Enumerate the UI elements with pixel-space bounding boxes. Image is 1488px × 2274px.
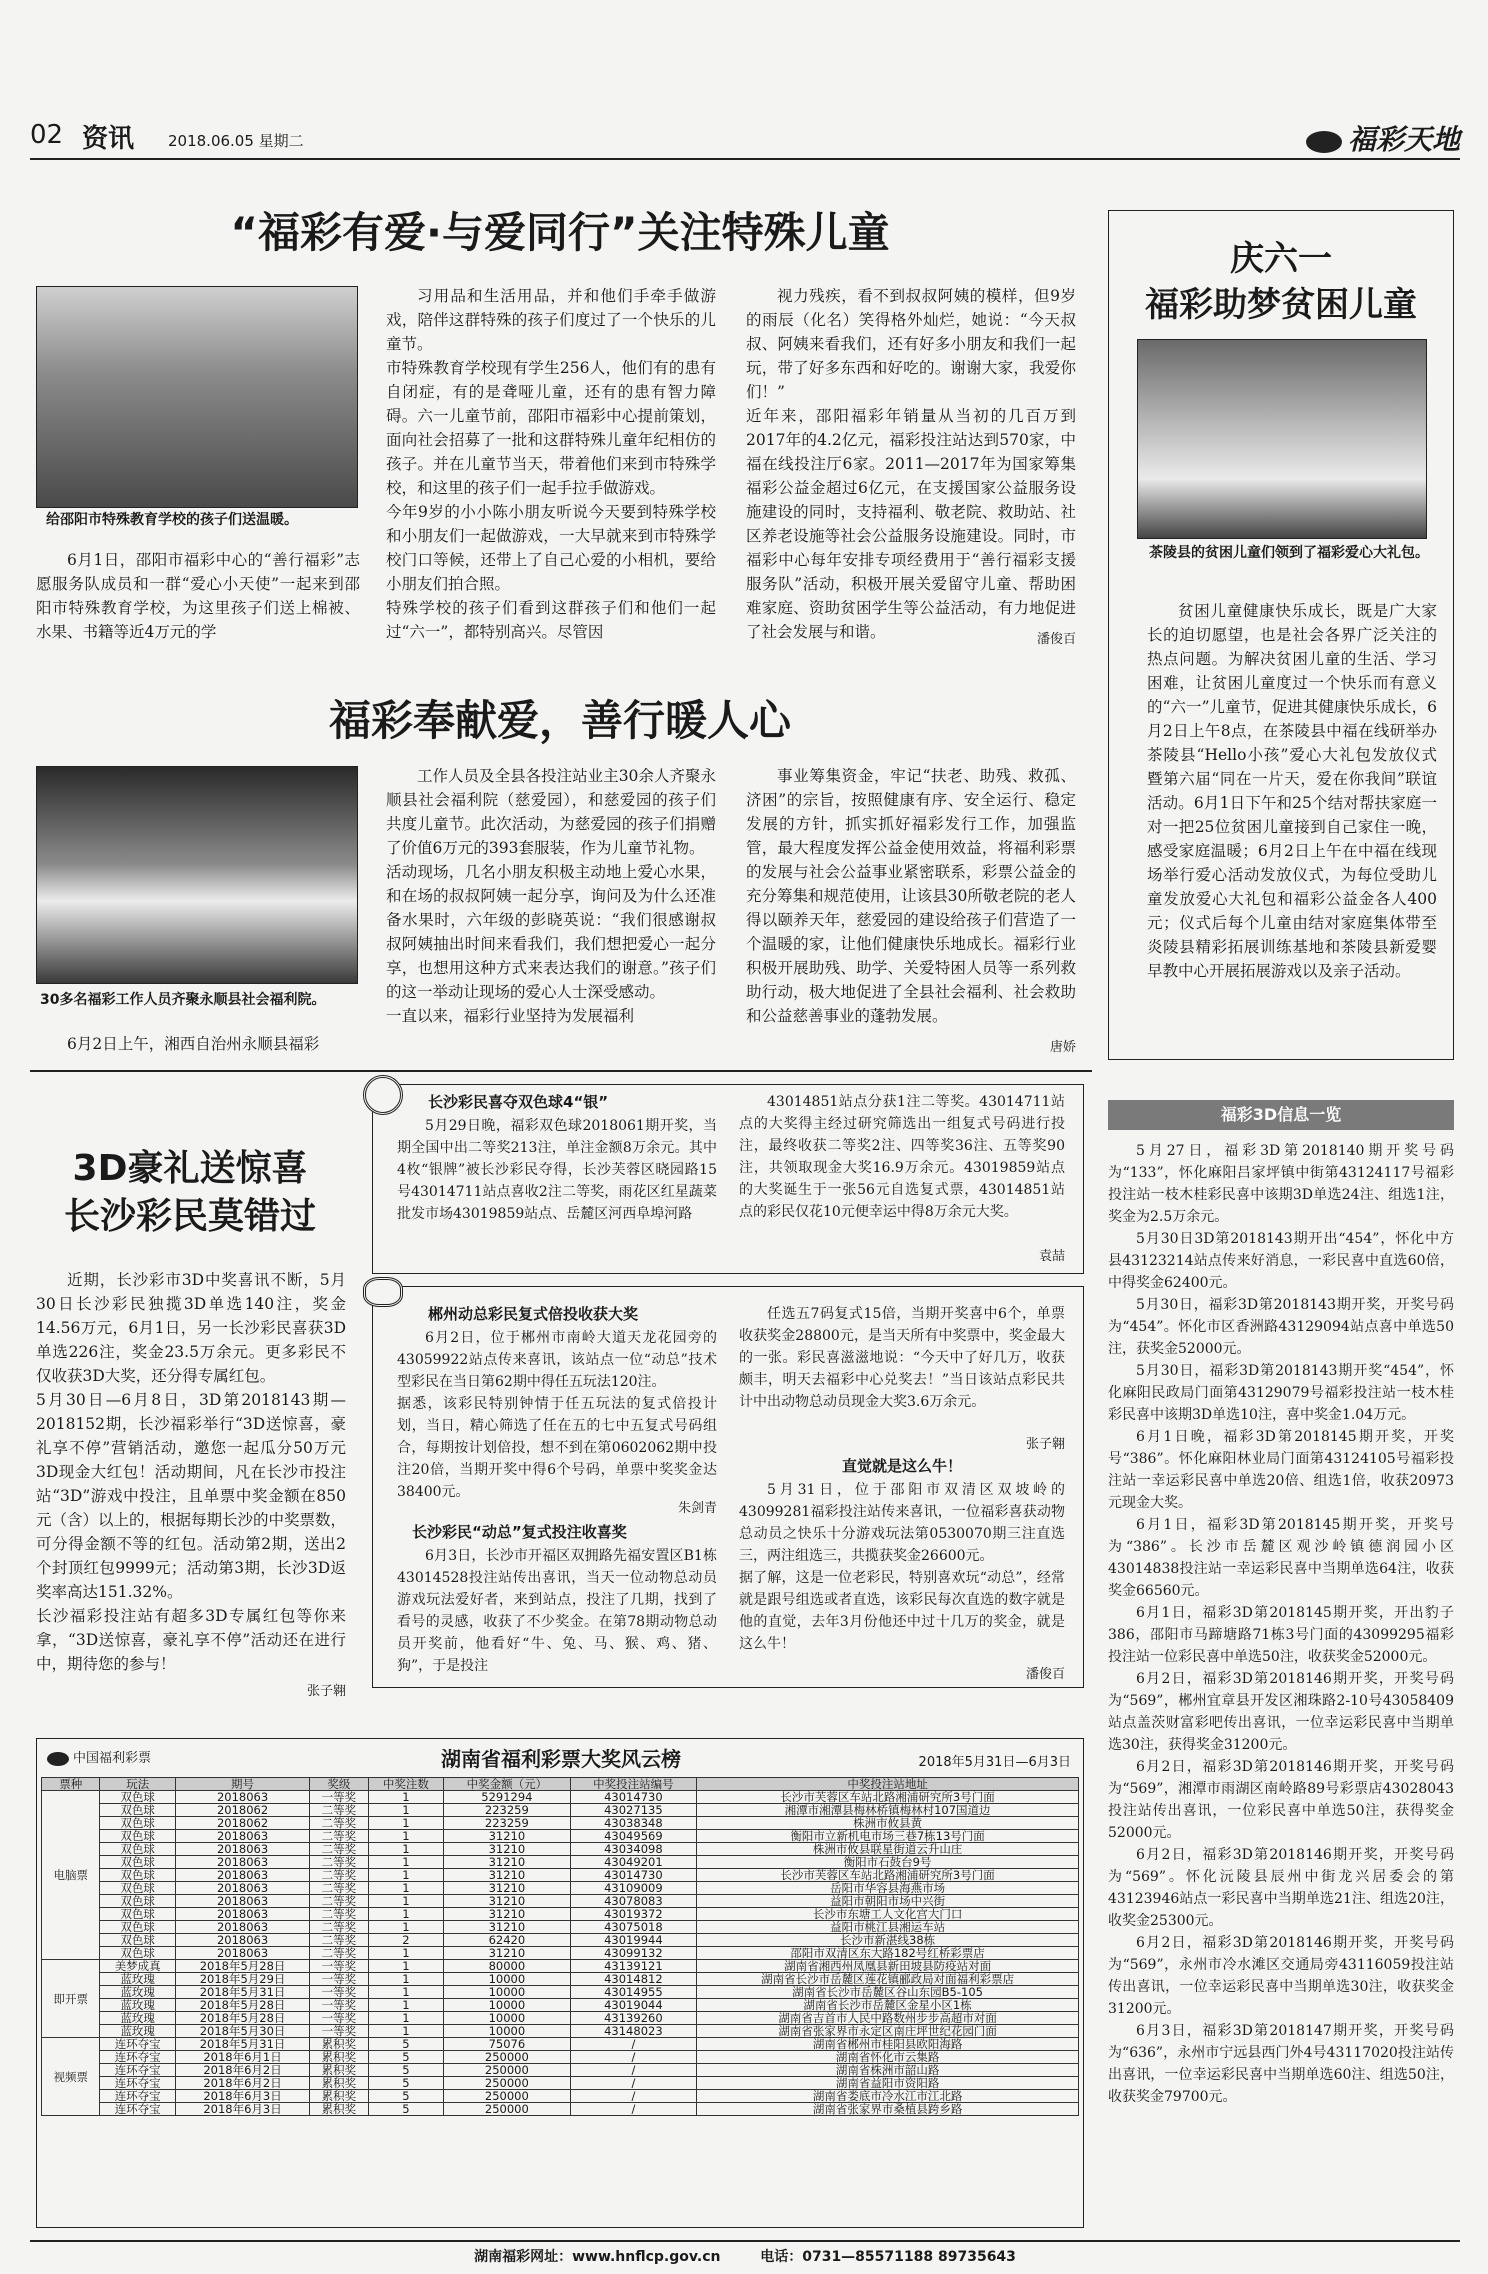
ranking-cell: 双色球 xyxy=(100,1856,175,1869)
ranking-header-cell: 中奖金额（元） xyxy=(444,1778,571,1791)
ranking-cell: 43034098 xyxy=(570,1843,697,1856)
article1-photo-caption: 给邵阳市特殊教育学校的孩子们送温暖。 xyxy=(46,512,298,528)
ranking-header-cell: 奖级 xyxy=(310,1778,368,1791)
ranking-cell: 双色球 xyxy=(100,1908,175,1921)
info-list-item: 6月1日，福彩3D第2018145期开奖，开出豹子386，邵阳市马蹄塘路71栋3号门面的43099295福彩投注站一位彩民喜中单选50注，收获奖金52000元。 xyxy=(1108,1605,1454,1665)
ranking-cell: 31210 xyxy=(444,1908,571,1921)
ranking-cell: 2018063 xyxy=(175,1921,309,1934)
ranking-cell: 双色球 xyxy=(100,1882,175,1895)
ranking-cell: 二等奖 xyxy=(310,1804,368,1817)
ranking-cell: 1 xyxy=(368,1921,443,1934)
info-list-item: 5月30日，福彩3D第2018143期开奖“454”，怀化麻阳民政局门面第43129079号福彩投注站一枝木桂彩民喜中该期3D单选10注，喜中奖金1.04万元。 xyxy=(1108,1363,1454,1423)
logo-mark-icon xyxy=(1306,131,1342,153)
ranking-cell: 1 xyxy=(368,1869,443,1882)
footer-phone: 电话：0731—85571188 89735643 xyxy=(760,2249,1016,2265)
ranking-table xyxy=(41,1777,1079,2116)
ranking-cell: 2018年5月28日 xyxy=(175,2012,309,2025)
ranking-header-cell: 玩法 xyxy=(100,1778,175,1791)
news-box-1-author: 袁喆 xyxy=(1038,1249,1065,1264)
ranking-cell: 二等奖 xyxy=(310,1921,368,1934)
ranking-cell: 美梦成真 xyxy=(100,1960,175,1973)
footer-website: 湖南福彩网址：www.hnflcp.gov.cn xyxy=(474,2249,721,2265)
ranking-row xyxy=(42,2064,1079,2077)
ranking-header-cell: 中奖注数 xyxy=(368,1778,443,1791)
ranking-cell: 蓝玫瑰 xyxy=(100,1999,175,2012)
ranking-cell: 1 xyxy=(368,1843,443,1856)
ranking-cell: 二等奖 xyxy=(310,1908,368,1921)
ranking-cell: 31210 xyxy=(444,1856,571,1869)
article2-title: 福彩奉献爱，善行暖人心 xyxy=(328,696,791,745)
ranking-cell: 二等奖 xyxy=(310,1856,368,1869)
ranking-cell: 1 xyxy=(368,1895,443,1908)
ranking-cell: 1 xyxy=(368,1856,443,1869)
info-list-item: 6月1日晚，福彩3D第2018145期开奖，开奖号“386”。怀化麻阳林业局门面第43124105号福彩投注站一幸运彩民喜中单选20倍、组选1倍，收获20973元现金大奖。 xyxy=(1108,1429,1454,1511)
ranking-header-cell: 期号 xyxy=(175,1778,309,1791)
ranking-row xyxy=(42,1830,1079,1843)
divider xyxy=(30,1070,1092,1072)
info-list-item: 6月3日，福彩3D第2018147期开奖，开奖号码为“636”，永州市宁远县西门外4号43117020投注站传出喜讯，一位幸运彩民喜中当期单选60注、组选50注，收获奖金79700元。 xyxy=(1108,2023,1454,2105)
ranking-cell: 二等奖 xyxy=(310,1869,368,1882)
article2-photo-caption: 30多名福彩工作人员齐聚永顺县社会福利院。 xyxy=(40,992,326,1008)
ranking-cell: 43049569 xyxy=(570,1830,697,1843)
ranking-cell: 衡阳市石鼓台9号 xyxy=(697,1856,1079,1869)
news-box-2-left-body2: 6月3日，长沙市开福区双拥路先福安置区B1栋43014528投注站传出喜讯，当天一位动物总动员游戏玩法爱好者，来到站点，投注了几期，找到了看号的灵感，收获了不少奖金。在第78期动物总动员开奖前，他看好“牛、兔、马、猴、鸡、猪、狗”，于是投注 xyxy=(397,1548,717,1674)
ranking-row xyxy=(42,1791,1079,1804)
ranking-cell: / xyxy=(570,2090,697,2103)
ranking-cell: 31210 xyxy=(444,1882,571,1895)
ranking-cell: 2018063 xyxy=(175,1830,309,1843)
ranking-table-header xyxy=(42,1778,1079,1791)
ranking-cell: 43078083 xyxy=(570,1895,697,1908)
ranking-cell: / xyxy=(570,2103,697,2116)
ranking-cell: 5 xyxy=(368,2051,443,2064)
ranking-cell: 31210 xyxy=(444,1869,571,1882)
article2-col1: 6月2日上午，湘西自治州永顺县福彩 xyxy=(67,1035,320,1053)
ranking-cell: 2018063 xyxy=(175,1895,309,1908)
ranking-cell: 湖南省娄底市冷水江市江北路 xyxy=(697,2090,1079,2103)
ranking-cell: 2018年5月28日 xyxy=(175,1960,309,1973)
ranking-header-cell: 票种 xyxy=(42,1778,100,1791)
ranking-cell: 1 xyxy=(368,1908,443,1921)
ranking-cell: 43109009 xyxy=(570,1882,697,1895)
ranking-cell: 2018年5月30日 xyxy=(175,2025,309,2038)
ranking-cell: 株洲市攸县联星街道云升山庄 xyxy=(697,1843,1079,1856)
ranking-cell: 43014955 xyxy=(570,1986,697,1999)
sidebar-title-line1: 庆六一 xyxy=(1230,239,1332,279)
ranking-cell: 双色球 xyxy=(100,1895,175,1908)
ranking-cell: 223259 xyxy=(444,1804,571,1817)
ranking-cell: 2018年5月31日 xyxy=(175,2038,309,2051)
ranking-cell: 2018063 xyxy=(175,1947,309,1960)
ranking-cell: / xyxy=(570,2051,697,2064)
ranking-cell: 邵阳市双清区东大路182号红桥彩票店 xyxy=(697,1947,1079,1960)
ranking-title: 湖南省福利彩票大奖风云榜 xyxy=(441,1747,681,1771)
ranking-cell: 75076 xyxy=(444,2038,571,2051)
ranking-cell: 43019044 xyxy=(570,1999,697,2012)
ranking-row xyxy=(42,1921,1079,1934)
news-box-2-right-heading2: 直觉就是这么牛！ xyxy=(841,1457,962,1475)
ranking-cell: 一等奖 xyxy=(310,1791,368,1804)
ranking-cell: 蓝玫瑰 xyxy=(100,1986,175,1999)
ranking-cell: 43038348 xyxy=(570,1817,697,1830)
ranking-cell: 43014812 xyxy=(570,1973,697,1986)
ranking-cell: 双色球 xyxy=(100,1934,175,1947)
ranking-cell: 43014730 xyxy=(570,1869,697,1882)
ranking-cell: 43075018 xyxy=(570,1921,697,1934)
ranking-cell: 二等奖 xyxy=(310,1882,368,1895)
section-title: 资讯 xyxy=(82,124,135,154)
news-box-1 xyxy=(372,1084,1084,1274)
ranking-cell: 2018年5月28日 xyxy=(175,1999,309,2012)
ranking-cell: 湖南省长沙市岳麓区莲花镇郦政局对面福利彩票店 xyxy=(697,1973,1079,1986)
ranking-cell: 43027135 xyxy=(570,1804,697,1817)
ranking-cell: 2018年5月31日 xyxy=(175,1986,309,1999)
news-box-2-right-author2: 潘俊百 xyxy=(1025,1667,1065,1682)
ranking-group-type: 即开票 xyxy=(42,1960,100,2038)
ranking-group-type: 电脑票 xyxy=(42,1791,100,1960)
ranking-cell: 2018年6月3日 xyxy=(175,2090,309,2103)
ranking-cell: 湖南省张家界市永定区南庄坪世纪花园门面 xyxy=(697,2025,1079,2038)
ranking-cell: 43019944 xyxy=(570,1934,697,1947)
news-box-1-left: 5月29日晚，福彩双色球2018061期开奖，当期全国中出二等奖213注，单注金额8万余元。其中4枚“银牌”被长沙彩民夺得，长沙芙蓉区晓园路15号43014711站点喜收2注二等奖，雨花区红星蔬菜批发市场43019859站点、岳麓区河西阜埠河路 xyxy=(397,1118,717,1222)
ranking-cell: 二等奖 xyxy=(310,1843,368,1856)
news-box-2-left-heading2: 长沙彩民“动总”复式投注收喜奖 xyxy=(412,1523,627,1541)
ranking-cell: 长沙市东塘工人文化宫大门口 xyxy=(697,1908,1079,1921)
ranking-cell: 2018年6月3日 xyxy=(175,2103,309,2116)
logo-text: 福彩天地 xyxy=(1347,123,1460,156)
ranking-cell: 5 xyxy=(368,2103,443,2116)
ranking-row xyxy=(42,2038,1079,2051)
ranking-cell: 2018062 xyxy=(175,1817,309,1830)
ranking-cell: 二等奖 xyxy=(310,1934,368,1947)
ranking-cell: 31210 xyxy=(444,1895,571,1908)
ranking-cell: 一等奖 xyxy=(310,1999,368,2012)
ranking-cell: 2018063 xyxy=(175,1856,309,1869)
ranking-cell: 连环夺宝 xyxy=(100,2051,175,2064)
page-number: 02 xyxy=(30,120,64,150)
ranking-cell: 5 xyxy=(368,2064,443,2077)
sidebar-photo xyxy=(1137,339,1427,539)
ranking-cell: 2018年6月2日 xyxy=(175,2077,309,2090)
article1-col1: 6月1日，邵阳市福彩中心的“善行福彩”志愿服务队成员和一群“爱心小天使”一起来到邵阳市特殊教育学校，为这里孩子们送上棉被、水果、书籍等近4万元的学 xyxy=(36,551,360,641)
ranking-cell: 湖南省长沙市岳麓区金星小区1栋 xyxy=(697,1999,1079,2012)
ranking-cell: 223259 xyxy=(444,1817,571,1830)
ranking-cell: 岳阳市华容县海燕市场 xyxy=(697,1882,1079,1895)
ranking-cell: 累积奖 xyxy=(310,2051,368,2064)
ranking-row xyxy=(42,1882,1079,1895)
ranking-cell: 10000 xyxy=(444,2025,571,2038)
ranking-cell: 益阳市朝阳市场中兴街 xyxy=(697,1895,1079,1908)
ranking-cell: 2018年6月2日 xyxy=(175,2064,309,2077)
ranking-cell: 一等奖 xyxy=(310,1960,368,1973)
ranking-row xyxy=(42,1934,1079,1947)
article1-title: “福彩有爱·与爱同行”关注特殊儿童 xyxy=(230,208,890,257)
article3-title-line2: 长沙彩民莫错过 xyxy=(63,1196,316,1237)
ranking-cell: 连环夺宝 xyxy=(100,2090,175,2103)
news-box-2-left-author1: 朱剑青 xyxy=(677,1501,717,1516)
ranking-cell: 10000 xyxy=(444,1999,571,2012)
ranking-cell: 湖南省湘西州凤凰县新田坡县防疫站对面 xyxy=(697,1960,1079,1973)
ranking-row xyxy=(42,1986,1079,1999)
ranking-cell: 一等奖 xyxy=(310,1973,368,1986)
ranking-cell: 长沙市芙蓉区车站北路湘浦研究所3号门面 xyxy=(697,1791,1079,1804)
ranking-cell: 双色球 xyxy=(100,1791,175,1804)
ranking-row xyxy=(42,1895,1079,1908)
ranking-cell: 湖南省吉首市人民中路数州步步高超市对面 xyxy=(697,2012,1079,2025)
ranking-cell: 连环夺宝 xyxy=(100,2064,175,2077)
ranking-cell: 双色球 xyxy=(100,1947,175,1960)
ranking-cell: 31210 xyxy=(444,1830,571,1843)
ranking-cell: 250000 xyxy=(444,2064,571,2077)
ranking-cell: 1 xyxy=(368,1817,443,1830)
ranking-cell: 湖南省长沙市岳麓区谷山东园B5-105 xyxy=(697,1986,1079,1999)
article2-col3: 事业筹集资金，牢记“扶老、助残、救孤、济困”的宗旨，按照健康有序、安全运行、稳定发展的方针，抓实抓好福彩发行工作，加强监管，最大程度发挥公益金使用效益，将福利彩票的发展与社会公益事业紧密联系，彩票公益金的充分筹集和规范使用，让该县30所敬老院的老人得以颐养天年，慈爱园的建设给孩子们营造了一个温暖的家，让他们健康快乐地成长。福彩行业积极开展助残、助学、关爱特困人员等一系列救助行动，极大地促进了全县社会福利、社会救助和公益慈善事业的蓬勃发展。 xyxy=(746,767,1076,1025)
ranking-cell: 长沙市芙蓉区车站北路湘浦研究所3号门面 xyxy=(697,1869,1079,1882)
ranking-cell: 2018063 xyxy=(175,1843,309,1856)
ranking-cell: 2018063 xyxy=(175,1934,309,1947)
ranking-cell: 2018062 xyxy=(175,1804,309,1817)
ranking-row xyxy=(42,1947,1079,1960)
ranking-cell: 累积奖 xyxy=(310,2077,368,2090)
ranking-cell: 双色球 xyxy=(100,1843,175,1856)
issue-date: 2018.06.05 星期二 xyxy=(168,132,304,150)
ranking-cell: 1 xyxy=(368,2012,443,2025)
info-list-item: 6月2日，福彩3D第2018146期开奖，开奖号码为“569”，永州市冷水滩区交通局旁43116059投注站传出喜讯，一位幸运彩民喜中当期单选30注，收获奖金31200元。 xyxy=(1108,1935,1454,2017)
ranking-cell: 31210 xyxy=(444,1843,571,1856)
ranking-date-range: 2018年5月31日—6月3日 xyxy=(918,1755,1071,1770)
ranking-cell: 62420 xyxy=(444,1934,571,1947)
ranking-cell: 31210 xyxy=(444,1921,571,1934)
ranking-row xyxy=(42,1843,1079,1856)
ranking-cell: 1 xyxy=(368,1973,443,1986)
ranking-cell: 累积奖 xyxy=(310,2090,368,2103)
ranking-row xyxy=(42,1973,1079,1986)
ranking-cell: 1 xyxy=(368,2025,443,2038)
ranking-cell: 一等奖 xyxy=(310,2025,368,2038)
ranking-cell: 益阳市桃江县湘运车站 xyxy=(697,1921,1079,1934)
news-box-2-right-body2: 5月31日，位于邵阳市双清区双坡岭的43099281福彩投注站传来喜讯，一位福彩喜获动物总动员之快乐十分游戏玩法第0530070期三注直选三，两注组选三，共揽获奖金26600元。 据了解，这是一位老彩民，特别喜欢玩“动总”，经常就是跟号组选或者直选，该彩民每次直选的数字就是他的直觉，去年3月份他还中过十几万的奖金，就是这么牛！ xyxy=(739,1482,1065,1652)
ranking-cell: 5 xyxy=(368,2090,443,2103)
masthead-logo xyxy=(1306,118,1460,158)
ranking-row xyxy=(42,2090,1079,2103)
ranking-cell: 连环夺宝 xyxy=(100,2077,175,2090)
ranking-cell: 连环夺宝 xyxy=(100,2038,175,2051)
news-box-1-heading: 长沙彩民喜夺双色球4“银” xyxy=(428,1093,609,1111)
ranking-table-wrap xyxy=(41,1777,1079,2116)
ranking-cell: 43019372 xyxy=(570,1908,697,1921)
ranking-cell: 湖南省郴州市桂阳县欧阳海路 xyxy=(697,2038,1079,2051)
news-box-2-left-body1: 6月2日，位于郴州市南岭大道天龙花园旁的43059922站点传来喜讯，该站点一位“动总”技术型彩民在当日第62期中得任五玩法120注。 据悉，该彩民特别钟情于任五玩法的复式倍投计划，当日，精心筛选了任在五的七中五复式号码组合，每期按计划倍投，想不到在第0602062期中投注20倍，当期开奖中得6个号码，单票中奖奖金达38400元。 xyxy=(397,1330,717,1500)
ranking-row xyxy=(42,1999,1079,2012)
page-header xyxy=(30,118,1460,160)
ranking-cell: 10000 xyxy=(444,1973,571,1986)
ranking-cell: 2018063 xyxy=(175,1869,309,1882)
ranking-cell: 一等奖 xyxy=(310,1986,368,1999)
ranking-cell: / xyxy=(570,2064,697,2077)
ranking-cell: 累积奖 xyxy=(310,2038,368,2051)
ranking-row xyxy=(42,1908,1079,1921)
ranking-cell: 湖南省益阳市资阳路 xyxy=(697,2077,1079,2090)
ranking-cell: 250000 xyxy=(444,2051,571,2064)
ranking-cell: 蓝玫瑰 xyxy=(100,2012,175,2025)
ranking-cell: 长沙市新湛线38栋 xyxy=(697,1934,1079,1947)
ranking-cell: 2018年5月29日 xyxy=(175,1973,309,1986)
ranking-cell: 湘潭市湘潭县梅林桥镇梅林村107国道边 xyxy=(697,1804,1079,1817)
article3-title-line1: 3D豪礼送惊喜 xyxy=(72,1148,308,1189)
info-list xyxy=(1108,1140,1454,2230)
ranking-row xyxy=(42,2012,1079,2025)
ranking-cell: 二等奖 xyxy=(310,1895,368,1908)
ranking-cell: 双色球 xyxy=(100,1804,175,1817)
ranking-row xyxy=(42,2077,1079,2090)
news-box-2-left-heading1: 郴州动总彩民复式倍投收获大奖 xyxy=(428,1305,639,1323)
ranking-cell: 10000 xyxy=(444,1986,571,1999)
article1-col2: 习用品和生活用品，并和他们手牵手做游戏，陪伴这群特殊的孩子们度过了一个快乐的儿童节。 市特殊教育学校现有学生256人，他们有的患有自闭症，有的是聋哑儿童，还有的患有智力障碍。六一儿童节前，邵阳市福彩中心提前策划，面向社会招募了一批和这群特殊儿童年纪相仿的孩子。并在儿童节当天，带着他们来到市特殊学校，和这里的孩子们一起手拉手做游戏。 今年9岁的小小陈小朋友听说今天要到特殊学校和小朋友们一起做游戏，一大早就来到市特殊学校门口等候，还带上了自己心爱的小相机，要给小朋友们拍合照。 特殊学校的孩子们看到这群孩子们和他们一起过“六一”，都特别高兴。尽管因 xyxy=(386,287,716,641)
ranking-row xyxy=(42,1817,1079,1830)
ranking-cell: 250000 xyxy=(444,2103,571,2116)
ranking-cell: 250000 xyxy=(444,2090,571,2103)
ranking-cell: 43148023 xyxy=(570,2025,697,2038)
article2-photo xyxy=(36,766,358,984)
news-box-2-right-author1: 张子翱 xyxy=(1025,1437,1065,1452)
ranking-cell: 1 xyxy=(368,1791,443,1804)
ranking-cell: 43139121 xyxy=(570,1960,697,1973)
ranking-cell: 衡阳市立新机电市场三巷7栋13号门面 xyxy=(697,1830,1079,1843)
article2-author: 唐娇 xyxy=(1049,1040,1076,1055)
ranking-cell: 1 xyxy=(368,1804,443,1817)
ranking-cell: 湖南省怀化市云集路 xyxy=(697,2051,1079,2064)
ranking-cell: 累积奖 xyxy=(310,2103,368,2116)
ranking-cell: 10000 xyxy=(444,2012,571,2025)
ranking-cell: 累积奖 xyxy=(310,2064,368,2077)
article3-body: 近期，长沙彩市3D中奖喜讯不断，5月30日长沙彩民独揽3D单选140注，奖金14.56万元，6月1日，另一长沙彩民喜获3D单选226注，奖金23.5万余元。更多彩民不仅收获3D大奖，还分得专属红包。 5月30日—6月8日，3D第2018143期—2018152期，长沙福彩举行“3D送惊喜，豪礼享不停”营销活动，邀您一起瓜分50万元3D现金大红包！活动期间，凡在长沙市投注站“3D”游戏中投注，且单票中奖金额在850元（含）以上的，根据每期长沙的中奖票数，可分得金额不等的红包。活动第2期，送出2个封顶红包9999元；活动第3期，长沙3D返奖率高达151.32%。 长沙福彩投注站有超多3D专属红包等你来拿，“3D送惊喜，豪礼享不停”活动还在进行中，期待您的参与！ xyxy=(36,1271,347,1673)
article1-col3: 视力残疾，看不到叔叔阿姨的模样，但9岁的雨辰（化名）笑得格外灿烂，她说：“今天叔叔、阿姨来看我们，还有好多小朋友和我们一起玩，带了好多东西和好吃的。谢谢大家，我爱你们！” 近年来，邵阳福彩年销量从当初的几百万到2017年的4.2亿元，福彩投注站达到570家，中福在线投注厅6家。2011—2017年为国家筹集福彩公益金超过6亿元，在支援国家公益服务设施建设的同时，支持福利、敬老院、救助站、社区养老设施等社会公益服务设施建设。同时，市福彩中心每年安排专项经费用于“善行福彩支援服务队”活动，积极开展关爱留守儿童、帮助困难家庭、资助贫困学生等公益活动，有力地促进了社会发展与和谐。 xyxy=(746,287,1076,641)
info-list-title: 福彩3D信息一览 xyxy=(1108,1100,1454,1130)
ranking-header-cell: 中奖投注站地址 xyxy=(697,1778,1079,1791)
ranking-cell: 43139260 xyxy=(570,2012,697,2025)
article1-author: 潘俊百 xyxy=(1036,632,1076,647)
ranking-board xyxy=(36,1738,1084,2228)
ranking-cell: 43099132 xyxy=(570,1947,697,1960)
ranking-row xyxy=(42,1804,1079,1817)
ranking-cell: / xyxy=(570,2077,697,2090)
ranking-cell: 一等奖 xyxy=(310,2012,368,2025)
ranking-cell: 2018063 xyxy=(175,1791,309,1804)
info-list-item: 6月2日，福彩3D第2018146期开奖，开奖号码为“569”，郴州宜章县开发区湘珠路2-10号43058409站点盖茨财富彩吧传出喜讯，一位幸运彩民喜中当期单选30注，获得奖金31200元。 xyxy=(1108,1671,1454,1753)
ranking-cell: 5 xyxy=(368,2077,443,2090)
ranking-cell: / xyxy=(570,2038,697,2051)
news-box-1-right: 43014851站点分获1注二等奖。43014711站点的大奖得主经过研究筛选出一组复式号码进行投注，最终收获二等奖2注、四等奖36注、五等奖90注，共领取现金大奖16.9万余元。43019859站点的大奖诞生于一张56元自选复式票，43014851站点的彩民仅花10元便幸运中得8万余元大奖。 xyxy=(739,1094,1065,1220)
ranking-cell: 5291294 xyxy=(444,1791,571,1804)
ranking-cell: 1 xyxy=(368,1947,443,1960)
ranking-cell: 湖南省张家界市桑植县跨乡路 xyxy=(697,2103,1079,2116)
ranking-cell: 双色球 xyxy=(100,1921,175,1934)
ranking-cell: 湖南省株洲市韶山路 xyxy=(697,2064,1079,2077)
ranking-cell: 1 xyxy=(368,1882,443,1895)
info-list-item: 6月2日，福彩3D第2018146期开奖，开奖号码为“569”，湘潭市雨湖区南岭路89号彩票店43028043投注站传出喜讯，一位彩民喜中单选50注，获得奖金52000元。 xyxy=(1108,1759,1454,1841)
sidebar-title-line2: 福彩助梦贫困儿童 xyxy=(1145,285,1417,325)
ranking-logo-text: 中国福利彩票 xyxy=(73,1751,152,1766)
news-badge-icon xyxy=(363,1277,403,1307)
ranking-cell: 双色球 xyxy=(100,1869,175,1882)
page-footer xyxy=(30,2240,1460,2264)
ranking-header-cell: 中奖投注站编号 xyxy=(570,1778,697,1791)
ranking-cell: 5 xyxy=(368,2038,443,2051)
ranking-group-type: 视频票 xyxy=(42,2038,100,2116)
ranking-cell: 2018063 xyxy=(175,1908,309,1921)
ranking-cell: 250000 xyxy=(444,2077,571,2090)
info-list-item: 6月2日，福彩3D第2018146期开奖，开奖号码为“569”。怀化沅陵县辰州中街龙兴居委会的第43123946站点一彩民喜中当期单选21注、组选20注，收奖金25300元。 xyxy=(1108,1847,1454,1929)
article2-col2: 工作人员及全县各投注站业主30余人齐聚永顺县社会福利院（慈爱园），和慈爱园的孩子们共度儿童节。此次活动，为慈爱园的孩子们捐赠了价值6万元的393套服装，作为儿童节礼物。 活动现场，几名小朋友积极主动地上爱心水果，和在场的叔叔阿姨一起分享，询问及为什么还准备水果时，六年级的彭晓英说：“我们很感谢叔叔阿姨抽出时间来看我们，我们想把爱心一起分享，也想用这种方式来表达我们的谢意。”孩子们的这一举动让现场的爱心人士深受感动。 一直以来，福彩行业坚持为发展福利 xyxy=(386,767,716,1025)
news-box-2 xyxy=(372,1286,1084,1688)
sidebar-article xyxy=(1108,210,1454,1060)
ranking-cell: 1 xyxy=(368,1960,443,1973)
ranking-cell: 43014730 xyxy=(570,1791,697,1804)
ranking-cell: 43049201 xyxy=(570,1856,697,1869)
article3-author: 张子翱 xyxy=(306,1684,346,1699)
sidebar-photo-caption: 茶陵县的贫困儿童们领到了福彩爱心大礼包。 xyxy=(1149,545,1429,561)
ranking-cell: 1 xyxy=(368,1830,443,1843)
ranking-row xyxy=(42,1869,1079,1882)
ranking-row xyxy=(42,1960,1079,1973)
ranking-cell: 2 xyxy=(368,1934,443,1947)
ranking-cell: 蓝玫瑰 xyxy=(100,2025,175,2038)
info-list-item: 5月30日3D第2018143期开出“454”，怀化中方县43123214站点传来好消息，一彩民喜中直选60倍，中得奖金62400元。 xyxy=(1108,1231,1454,1291)
ranking-cell: 1 xyxy=(368,1986,443,1999)
info-list-item: 5月30日，福彩3D第2018143期开奖，开奖号码为“454”。怀化市区香洲路43129094站点喜中单选50注，获奖金52000元。 xyxy=(1108,1297,1454,1357)
ranking-row xyxy=(42,2051,1079,2064)
ranking-cell: 双色球 xyxy=(100,1830,175,1843)
ranking-cell: 80000 xyxy=(444,1960,571,1973)
ranking-cell: 二等奖 xyxy=(310,1830,368,1843)
ranking-cell: 2018年6月1日 xyxy=(175,2051,309,2064)
ranking-cell: 二等奖 xyxy=(310,1817,368,1830)
ranking-cell: 双色球 xyxy=(100,1817,175,1830)
ranking-cell: 二等奖 xyxy=(310,1947,368,1960)
sidebar-body: 贫困儿童健康快乐成长，既是广大家长的迫切愿望，也是社会各界广泛关注的热点问题。为解决贫困儿童的生活、学习困难，让贫困儿童度过一个快乐而有意义的“六一”儿童节，促进其健康快乐成长，6月2日上午8点，在茶陵县中福在线研举办茶陵县“Hello小孩”爱心大礼包发放仪式暨第六届“同在一片天，爱在你我间”联谊活动。6月1日下午和25个结对帮扶家庭一对一把25位贫困儿童接到自己家住一晚，感受家庭温暖；6月2日上午在中福在线现场举行爱心活动发放仪式，为每位受助儿童发放爱心大礼包和福彩公益金各人400元；仪式后每个儿童由结对家庭集体带至炎陵县精彩拓展训练基地和茶陵县新爱婴早教中心开展拓展游戏以及亲子活动。 xyxy=(1147,602,1437,980)
ranking-cell: 1 xyxy=(368,1999,443,2012)
info-list-item: 5月27日，福彩3D第2018140期开奖号码为“133”，怀化麻阳吕家坪镇中街第43124117号福彩投注站一枝木桂彩民喜中该期3D单选24注、组选1注，奖金为2.5万余元。 xyxy=(1108,1143,1454,1225)
ranking-cell: 蓝玫瑰 xyxy=(100,1973,175,1986)
ranking-cell: 连环夺宝 xyxy=(100,2103,175,2116)
info-list-item: 6月1日，福彩3D第2018145期开奖，开奖号为“386”。长沙市岳麓区观沙岭镇德润园小区43014838投注站一幸运彩民喜中当期单选64注，收获奖金66560元。 xyxy=(1108,1517,1454,1599)
news-badge-icon xyxy=(363,1075,403,1115)
ranking-cell: 31210 xyxy=(444,1947,571,1960)
ranking-row xyxy=(42,1856,1079,1869)
ranking-cell: 2018063 xyxy=(175,1882,309,1895)
ranking-cell: 株洲市攸县黄 xyxy=(697,1817,1079,1830)
news-box-2-right-body1: 任选五7码复式15倍，当期开奖喜中6个，单票收获奖金28800元，是当天所有中奖票中，奖金最大的一张。彩民喜滋滋地说：“今天中了好几万，收获颇丰，明天去福彩中心兑奖去！”当日该站点彩民共计中出动物总动员现金大奖3.6万余元。 xyxy=(739,1306,1065,1410)
ranking-row xyxy=(42,2025,1079,2038)
article1-photo xyxy=(36,286,358,508)
ranking-row xyxy=(42,2103,1079,2116)
